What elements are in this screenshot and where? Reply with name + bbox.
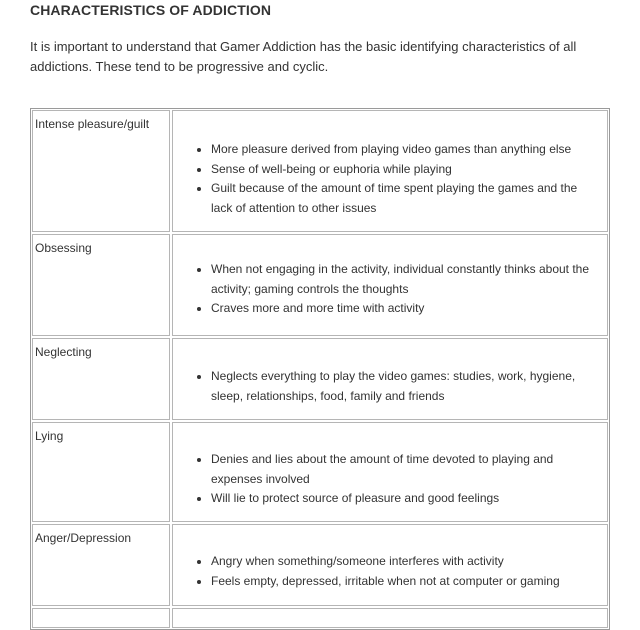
intro-paragraph: It is important to understand that Gamer Addiction has the basic identifying characteristics of all addictions. These tend to be progressive and cyclic.: [30, 39, 577, 74]
row-description: [172, 110, 608, 232]
list-item: • Sense of well-being or euphoria while playing: [211, 160, 601, 180]
list-item: • When not engaging in the activity, individual constantly thinks about the activity; gaming controls the thoughts: [211, 260, 601, 299]
row-label: Lying: [32, 422, 170, 522]
table-row: [32, 234, 608, 336]
row-description: [172, 524, 608, 606]
table-row: [32, 608, 608, 628]
row-description: [172, 608, 608, 628]
list-item: • Angry when something/someone interferes with activity: [211, 552, 601, 572]
row-description: [172, 338, 608, 420]
list-item: • Will lie to protect source of pleasure and good feelings: [211, 489, 601, 509]
row-description: [172, 234, 608, 336]
bullet-list: [173, 339, 601, 406]
bullet-list: [173, 525, 601, 591]
row-label: [32, 608, 170, 628]
list-item: • Craves more and more time with activity: [211, 299, 601, 319]
characteristics-table: [30, 108, 610, 630]
bullet-list: [173, 111, 601, 218]
row-label: Intense pleasure/guilt: [32, 110, 170, 232]
list-item: • More pleasure derived from playing video games than anything else: [211, 140, 601, 160]
row-label: Obsessing: [32, 234, 170, 336]
row-label: Neglecting: [32, 338, 170, 420]
list-item: • Feels empty, depressed, irritable when not at computer or gaming: [211, 572, 601, 592]
row-description: [172, 422, 608, 522]
bullet-list: [173, 423, 601, 509]
table-row: [32, 338, 608, 420]
bullet-list: [173, 235, 601, 319]
list-item: • Denies and lies about the amount of time devoted to playing and expenses involved: [211, 450, 601, 489]
list-item: • Neglects everything to play the video games: studies, work, hygiene, sleep, relationships, food, family and friends: [211, 367, 601, 406]
table-row: [32, 524, 608, 606]
table-row: [32, 110, 608, 232]
table-row: [32, 422, 608, 522]
row-label: Anger/Depression: [32, 524, 170, 606]
page-heading: CHARACTERISTICS OF ADDICTION: [30, 2, 272, 18]
list-item: • Guilt because of the amount of time spent playing the games and the lack of attention to other issues: [211, 179, 601, 218]
